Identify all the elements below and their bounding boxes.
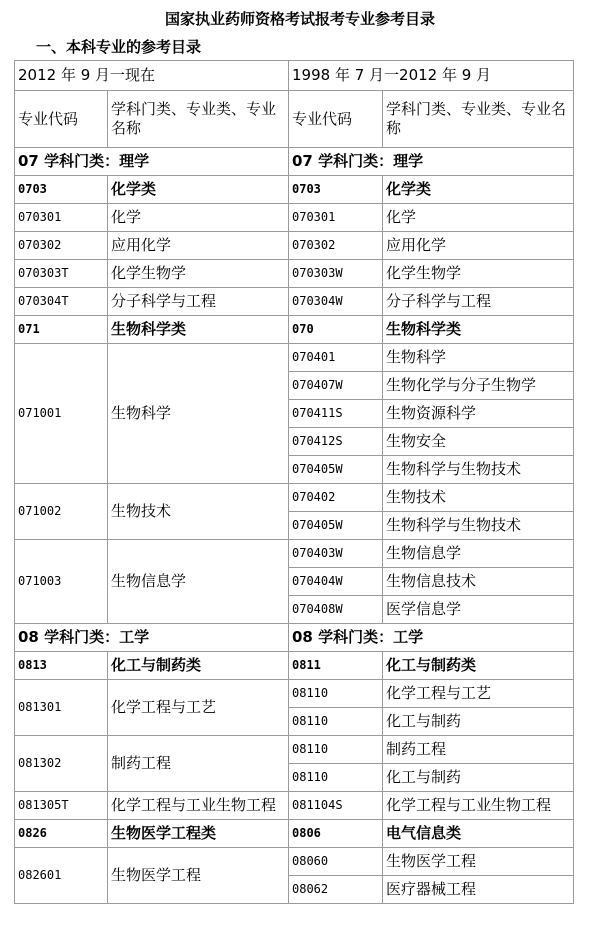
code-right: 08110	[289, 764, 383, 792]
table-row	[15, 848, 574, 876]
code-right: 070408W	[289, 596, 383, 624]
name-left: 化学工程与工业生物工程	[108, 792, 289, 820]
code-right: 070401	[289, 344, 383, 372]
header-category-left: 学科门类、专业类、专业名称	[108, 91, 289, 148]
name-right: 医疗器械工程	[383, 876, 574, 904]
code-left: 0813	[15, 652, 108, 680]
table-row	[15, 484, 574, 512]
code-right: 070301	[289, 204, 383, 232]
code-left: 0826	[15, 820, 108, 848]
code-left: 071001	[15, 344, 108, 484]
code-right: 070407W	[289, 372, 383, 400]
page-title: 国家执业药师资格考试报考专业参考目录	[164, 10, 435, 28]
discipline-left: 07 学科门类：理学	[15, 148, 289, 176]
name-left: 制药工程	[108, 736, 289, 792]
code-right: 08060	[289, 848, 383, 876]
code-right: 0703	[289, 176, 383, 204]
table-row	[15, 540, 574, 568]
code-left: 0703	[15, 176, 108, 204]
code-right: 070405W	[289, 456, 383, 484]
name-left: 分子科学与工程	[108, 288, 289, 316]
category-row	[15, 176, 574, 204]
code-right: 070303W	[289, 260, 383, 288]
code-left: 081301	[15, 680, 108, 736]
code-right: 070403W	[289, 540, 383, 568]
section-heading: 一、本科专业的参考目录	[36, 38, 202, 56]
code-right: 0811	[289, 652, 383, 680]
name-right: 化学	[383, 204, 574, 232]
name-right: 生物科学	[383, 344, 574, 372]
code-right: 08110	[289, 708, 383, 736]
name-left: 生物科学类	[108, 316, 289, 344]
name-right: 生物资源科学	[383, 400, 574, 428]
code-right: 070405W	[289, 512, 383, 540]
name-right: 电气信息类	[383, 820, 574, 848]
code-right: 0806	[289, 820, 383, 848]
reference-catalog-table	[14, 60, 574, 904]
name-left: 生物医学工程	[108, 848, 289, 904]
period-previous: 1998 年 7 月一2012 年 9 月	[289, 61, 574, 91]
name-right: 分子科学与工程	[383, 288, 574, 316]
name-left: 化学生物学	[108, 260, 289, 288]
name-right: 生物信息技术	[383, 568, 574, 596]
code-right: 070412S	[289, 428, 383, 456]
code-left: 070301	[15, 204, 108, 232]
name-right: 生物科学与生物技术	[383, 456, 574, 484]
table-row	[15, 260, 574, 288]
name-right: 化学工程与工业生物工程	[383, 792, 574, 820]
table-row	[15, 288, 574, 316]
header-code-left: 专业代码	[15, 91, 108, 148]
category-row	[15, 820, 574, 848]
code-left: 071002	[15, 484, 108, 540]
name-left: 生物信息学	[108, 540, 289, 624]
code-right: 08062	[289, 876, 383, 904]
name-right: 化工与制药类	[383, 652, 574, 680]
name-right: 生物安全	[383, 428, 574, 456]
name-left: 化学工程与工艺	[108, 680, 289, 736]
name-right: 生物科学类	[383, 316, 574, 344]
name-left: 生物科学	[108, 344, 289, 484]
code-left: 081305T	[15, 792, 108, 820]
header-category-right: 学科门类、专业类、专业名称	[383, 91, 574, 148]
table-row	[15, 232, 574, 260]
category-row	[15, 316, 574, 344]
name-left: 应用化学	[108, 232, 289, 260]
table-row	[15, 344, 574, 372]
table-row	[15, 204, 574, 232]
code-left: 070304T	[15, 288, 108, 316]
code-left: 070303T	[15, 260, 108, 288]
name-right: 生物医学工程	[383, 848, 574, 876]
name-left: 生物医学工程类	[108, 820, 289, 848]
name-right: 生物科学与生物技术	[383, 512, 574, 540]
name-right: 制药工程	[383, 736, 574, 764]
name-right: 生物信息学	[383, 540, 574, 568]
code-right: 08110	[289, 680, 383, 708]
period-row	[15, 61, 574, 91]
discipline-left: 08 学科门类：工学	[15, 624, 289, 652]
code-left: 081302	[15, 736, 108, 792]
table-row	[15, 792, 574, 820]
discipline-row	[15, 624, 574, 652]
name-left: 生物技术	[108, 484, 289, 540]
code-left: 082601	[15, 848, 108, 904]
code-right: 070304W	[289, 288, 383, 316]
name-right: 化学工程与工艺	[383, 680, 574, 708]
code-right: 070302	[289, 232, 383, 260]
category-row	[15, 652, 574, 680]
name-right: 化学类	[383, 176, 574, 204]
name-right: 应用化学	[383, 232, 574, 260]
name-left: 化工与制药类	[108, 652, 289, 680]
discipline-right: 07 学科门类：理学	[289, 148, 574, 176]
name-right: 医学信息学	[383, 596, 574, 624]
table-row	[15, 680, 574, 708]
period-current: 2012 年 9 月一现在	[15, 61, 289, 91]
name-right: 化工与制药	[383, 764, 574, 792]
name-right: 生物化学与分子生物学	[383, 372, 574, 400]
code-left: 070302	[15, 232, 108, 260]
name-right: 生物技术	[383, 484, 574, 512]
code-right: 070404W	[289, 568, 383, 596]
discipline-row	[15, 148, 574, 176]
name-right: 化工与制药	[383, 708, 574, 736]
name-left: 化学类	[108, 176, 289, 204]
code-right: 081104S	[289, 792, 383, 820]
header-code-right: 专业代码	[289, 91, 383, 148]
name-right: 化学生物学	[383, 260, 574, 288]
code-right: 08110	[289, 736, 383, 764]
code-left: 071	[15, 316, 108, 344]
column-header-row	[15, 91, 574, 148]
code-right: 070	[289, 316, 383, 344]
discipline-right: 08 学科门类：工学	[289, 624, 574, 652]
name-left: 化学	[108, 204, 289, 232]
code-right: 070402	[289, 484, 383, 512]
table-row	[15, 736, 574, 764]
code-left: 071003	[15, 540, 108, 624]
code-right: 070411S	[289, 400, 383, 428]
